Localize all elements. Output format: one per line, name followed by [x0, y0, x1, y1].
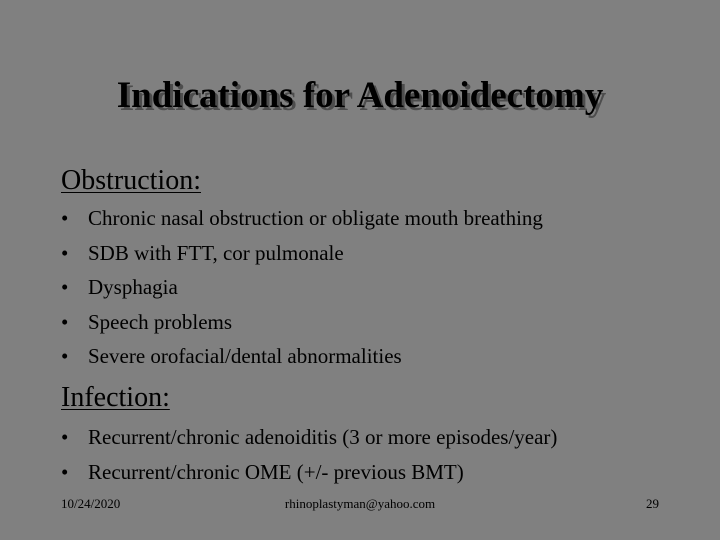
footer-page-number: 29 — [646, 496, 659, 511]
bullet-icon: • — [61, 309, 69, 334]
bullet-icon: • — [61, 344, 69, 369]
bullet-text: Speech problems — [88, 309, 233, 334]
bullet-text: SDB with FTT, cor pulmonale — [88, 240, 344, 265]
bullet-icon: • — [61, 459, 69, 484]
footer-email: rhinoplastyman@yahoo.com — [284, 496, 436, 511]
slide-title: Indications for Adenoidectomy — [116, 75, 604, 116]
bullet-icon: • — [61, 425, 69, 449]
footer-date: 10/24/2020 — [61, 496, 121, 511]
bullet-text: Dysphagia — [88, 275, 178, 300]
bullet-icon: • — [61, 275, 69, 300]
bullet-text: Severe orofacial/dental abnormalities — [88, 344, 402, 369]
bullet-text: Recurrent/chronic OME (+/- previous BMT) — [88, 459, 464, 484]
bullet-text: Recurrent/chronic adenoiditis (3 or more episodes/year) — [88, 425, 558, 449]
bullet-icon: • — [61, 240, 69, 265]
obstruction-heading: Obstruction: — [61, 165, 201, 196]
bullet-text: Chronic nasal obstruction or obligate mouth breathing — [88, 206, 543, 230]
infection-heading: Infection: — [61, 382, 170, 413]
bullet-icon: • — [61, 206, 69, 230]
